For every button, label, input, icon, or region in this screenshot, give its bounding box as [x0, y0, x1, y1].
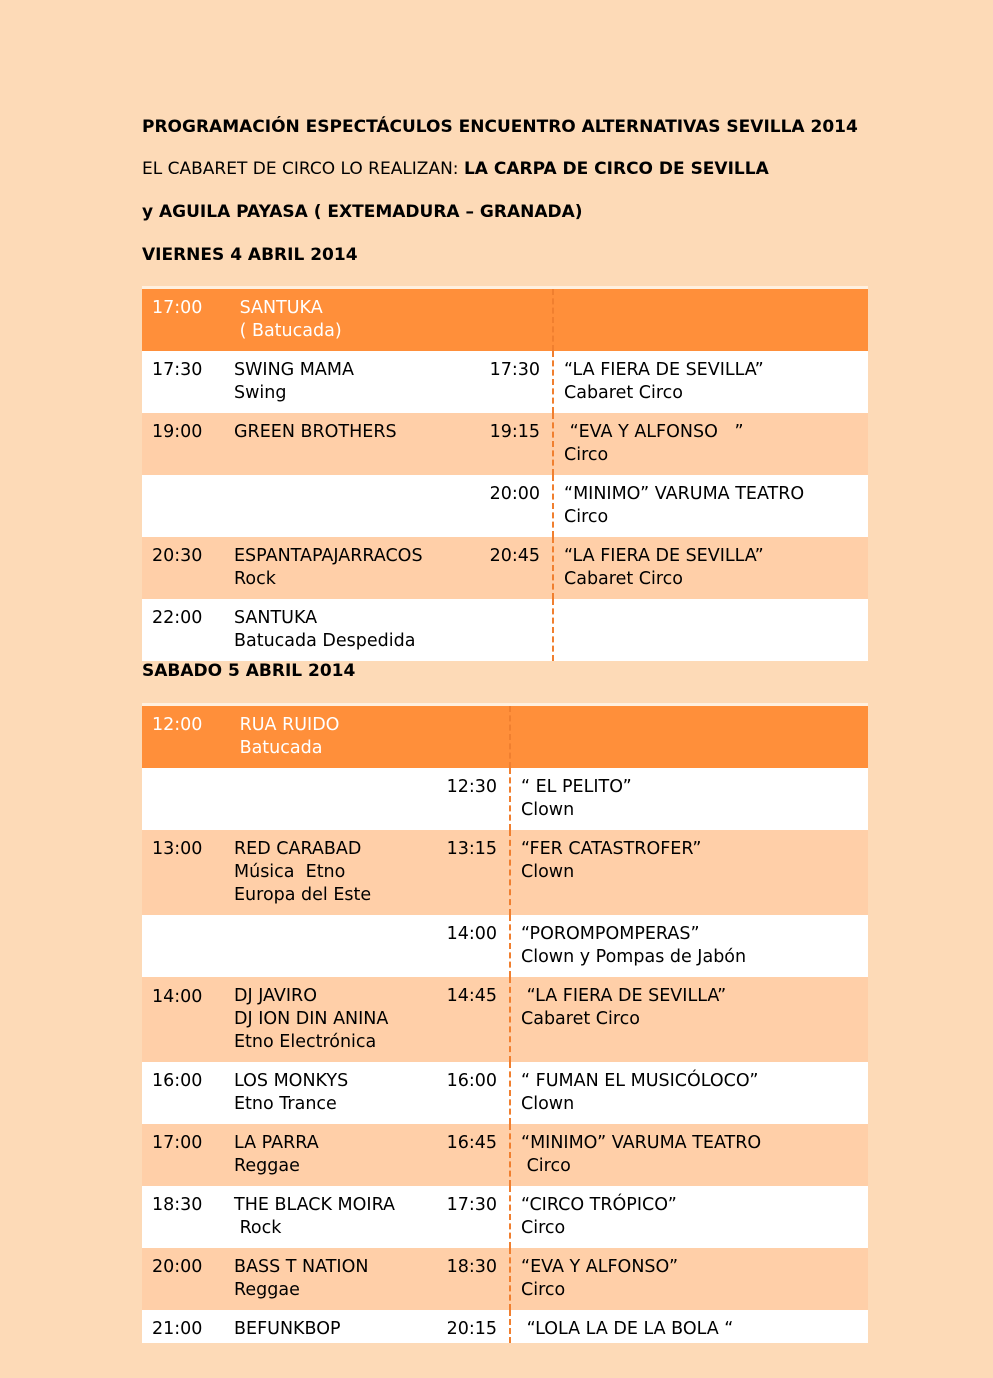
act-name: “LA FIERA DE SEVILLA” — [564, 360, 764, 380]
act-right — [553, 413, 868, 475]
header-act-sub: Batucada — [234, 738, 323, 758]
act-genre: Batucada Despedida — [234, 631, 416, 651]
act-genre: Rock — [234, 569, 276, 589]
table-row — [142, 599, 868, 661]
act-name: SANTUKA — [234, 608, 318, 628]
time-right: 14:00 — [434, 915, 510, 977]
time-left: 17:00 — [142, 1124, 224, 1186]
act-name: SWING MAMA — [234, 360, 354, 380]
act-left — [224, 599, 470, 661]
act-genre: Clown — [521, 800, 575, 820]
saturday-heading: SABADO 5 ABRIL 2014 — [142, 661, 356, 681]
act-right — [510, 768, 868, 830]
table-row — [142, 830, 868, 915]
table-row — [142, 351, 868, 413]
header-act-name: RUA RUIDO — [234, 715, 340, 735]
act-genre: Circo — [521, 1218, 566, 1238]
time-left: 18:30 — [142, 1186, 224, 1248]
act-genre: Clown y Pompas de Jabón — [521, 947, 747, 967]
organizer-second: y AGUILA PAYASA ( EXTEMADURA – GRANADA) — [142, 202, 583, 222]
act-genre: Clown — [521, 1094, 575, 1114]
act-name: LA PARRA — [234, 1133, 319, 1153]
act-genre: Rock — [234, 1218, 282, 1238]
time-left — [142, 768, 224, 830]
time-right: 16:45 — [434, 1124, 510, 1186]
saturday-schedule-table — [142, 703, 868, 1343]
time-right: 20:15 — [434, 1310, 510, 1343]
time-left — [142, 915, 224, 977]
act-right — [510, 915, 868, 977]
act-left — [224, 413, 470, 475]
act-left — [224, 1062, 434, 1124]
act-genre: Etno Trance — [234, 1094, 337, 1114]
table-row — [142, 768, 868, 830]
header-act — [224, 288, 470, 352]
act-right — [510, 1062, 868, 1124]
act-genre: Reggae — [234, 1156, 300, 1176]
table-row — [142, 413, 868, 475]
header-time: 17:00 — [142, 288, 224, 352]
act-name: “CIRCO TRÓPICO” — [521, 1195, 677, 1215]
friday-schedule-table — [142, 286, 868, 661]
header-act-name: SANTUKA — [234, 298, 323, 318]
time-left — [142, 475, 224, 537]
act-left — [224, 475, 470, 537]
time-left: 20:00 — [142, 1248, 224, 1310]
act-name: DJ JAVIRO — [234, 986, 317, 1006]
table-row — [142, 475, 868, 537]
table-row — [142, 915, 868, 977]
act-left — [224, 1310, 434, 1343]
time-left: 21:00 — [142, 1310, 224, 1343]
table-header-row — [142, 705, 868, 769]
act-right — [510, 830, 868, 915]
time-right: 13:15 — [434, 830, 510, 915]
act-genre: Reggae — [234, 1280, 300, 1300]
time-right: 20:00 — [470, 475, 553, 537]
act-name: “POROMPOMPERAS” — [521, 924, 700, 944]
act-name-2: DJ ION DIN ANINA — [234, 1009, 389, 1029]
header-time: 12:00 — [142, 705, 224, 769]
act-name: “ FUMAN EL MUSICÓLOCO” — [521, 1071, 759, 1091]
act-left — [224, 1124, 434, 1186]
act-genre: Circo — [521, 1156, 571, 1176]
act-right — [553, 599, 868, 661]
act-name: “FER CATASTROFER” — [521, 839, 702, 859]
act-right — [553, 475, 868, 537]
header-empty-right — [510, 705, 868, 769]
header-act — [224, 705, 434, 769]
act-right — [510, 1248, 868, 1310]
act-genre: Cabaret Circo — [564, 569, 683, 589]
organizers-prefix: EL CABARET DE CIRCO LO REALIZAN: — [142, 159, 464, 179]
time-left: 14:00 — [142, 977, 224, 1062]
act-left — [224, 537, 470, 599]
table-row — [142, 1062, 868, 1124]
act-genre-extra: Europa del Este — [234, 885, 372, 905]
act-name: BEFUNKBOP — [234, 1319, 341, 1339]
act-left — [224, 977, 434, 1062]
act-left — [224, 1186, 434, 1248]
table-row — [142, 1248, 868, 1310]
friday-heading: VIERNES 4 ABRIL 2014 — [142, 245, 358, 265]
organizer-first: LA CARPA DE CIRCO DE SEVILLA — [463, 159, 769, 179]
header-empty-right — [553, 288, 868, 352]
act-left — [224, 1248, 434, 1310]
act-name: “LA FIERA DE SEVILLA” — [564, 546, 764, 566]
time-right: 17:30 — [470, 351, 553, 413]
table-header-row — [142, 288, 868, 352]
time-right: 12:30 — [434, 768, 510, 830]
time-left: 17:30 — [142, 351, 224, 413]
act-name: ESPANTAPAJARRACOS — [234, 546, 423, 566]
act-right — [510, 1310, 868, 1343]
header-empty — [434, 705, 510, 769]
act-name: “LOLA LA DE LA BOLA “ — [521, 1319, 734, 1339]
organizers-line — [142, 159, 769, 179]
act-genre: Circo — [564, 445, 609, 465]
act-genre: Clown — [521, 862, 575, 882]
act-right — [553, 537, 868, 599]
time-right: 18:30 — [434, 1248, 510, 1310]
time-right: 19:15 — [470, 413, 553, 475]
time-right: 17:30 — [434, 1186, 510, 1248]
act-name: GREEN BROTHERS — [234, 422, 397, 442]
table-row — [142, 537, 868, 599]
page-title: PROGRAMACIÓN ESPECTÁCULOS ENCUENTRO ALTERNATIVAS SEVILLA 2014 — [142, 117, 858, 137]
act-genre: Música Etno — [234, 862, 346, 882]
header-act-sub: ( Batucada) — [234, 321, 342, 341]
act-genre: Swing — [234, 383, 287, 403]
act-left — [224, 768, 434, 830]
act-name: LOS MONKYS — [234, 1071, 349, 1091]
time-right: 16:00 — [434, 1062, 510, 1124]
act-name: “EVA Y ALFONSO ” — [564, 422, 744, 442]
act-name: BASS T NATION — [234, 1257, 369, 1277]
header-empty — [470, 288, 553, 352]
act-name: “MINIMO” VARUMA TEATRO — [564, 484, 805, 504]
act-name: “MINIMO” VARUMA TEATRO — [521, 1133, 762, 1153]
act-name: RED CARABAD — [234, 839, 362, 859]
act-right — [510, 1186, 868, 1248]
time-left: 16:00 — [142, 1062, 224, 1124]
act-genre: Etno Electrónica — [234, 1032, 377, 1052]
act-name: “ EL PELITO” — [521, 777, 632, 797]
act-genre: Circo — [564, 507, 609, 527]
act-genre: Circo — [521, 1280, 566, 1300]
act-genre: Cabaret Circo — [521, 1009, 640, 1029]
table-row — [142, 977, 868, 1062]
act-genre: Cabaret Circo — [564, 383, 683, 403]
act-right — [510, 977, 868, 1062]
table-row — [142, 1310, 868, 1343]
act-left — [224, 830, 434, 915]
act-left — [224, 351, 470, 413]
act-name: “EVA Y ALFONSO” — [521, 1257, 679, 1277]
time-right — [470, 599, 553, 661]
act-right — [510, 1124, 868, 1186]
time-left: 22:00 — [142, 599, 224, 661]
act-name: THE BLACK MOIRA — [234, 1195, 396, 1215]
act-left — [224, 915, 434, 977]
time-left: 19:00 — [142, 413, 224, 475]
time-left: 13:00 — [142, 830, 224, 915]
act-name: “LA FIERA DE SEVILLA” — [521, 986, 727, 1006]
time-left: 20:30 — [142, 537, 224, 599]
act-right — [553, 351, 868, 413]
time-right: 20:45 — [470, 537, 553, 599]
table-row — [142, 1124, 868, 1186]
time-right: 14:45 — [434, 977, 510, 1062]
table-row — [142, 1186, 868, 1248]
